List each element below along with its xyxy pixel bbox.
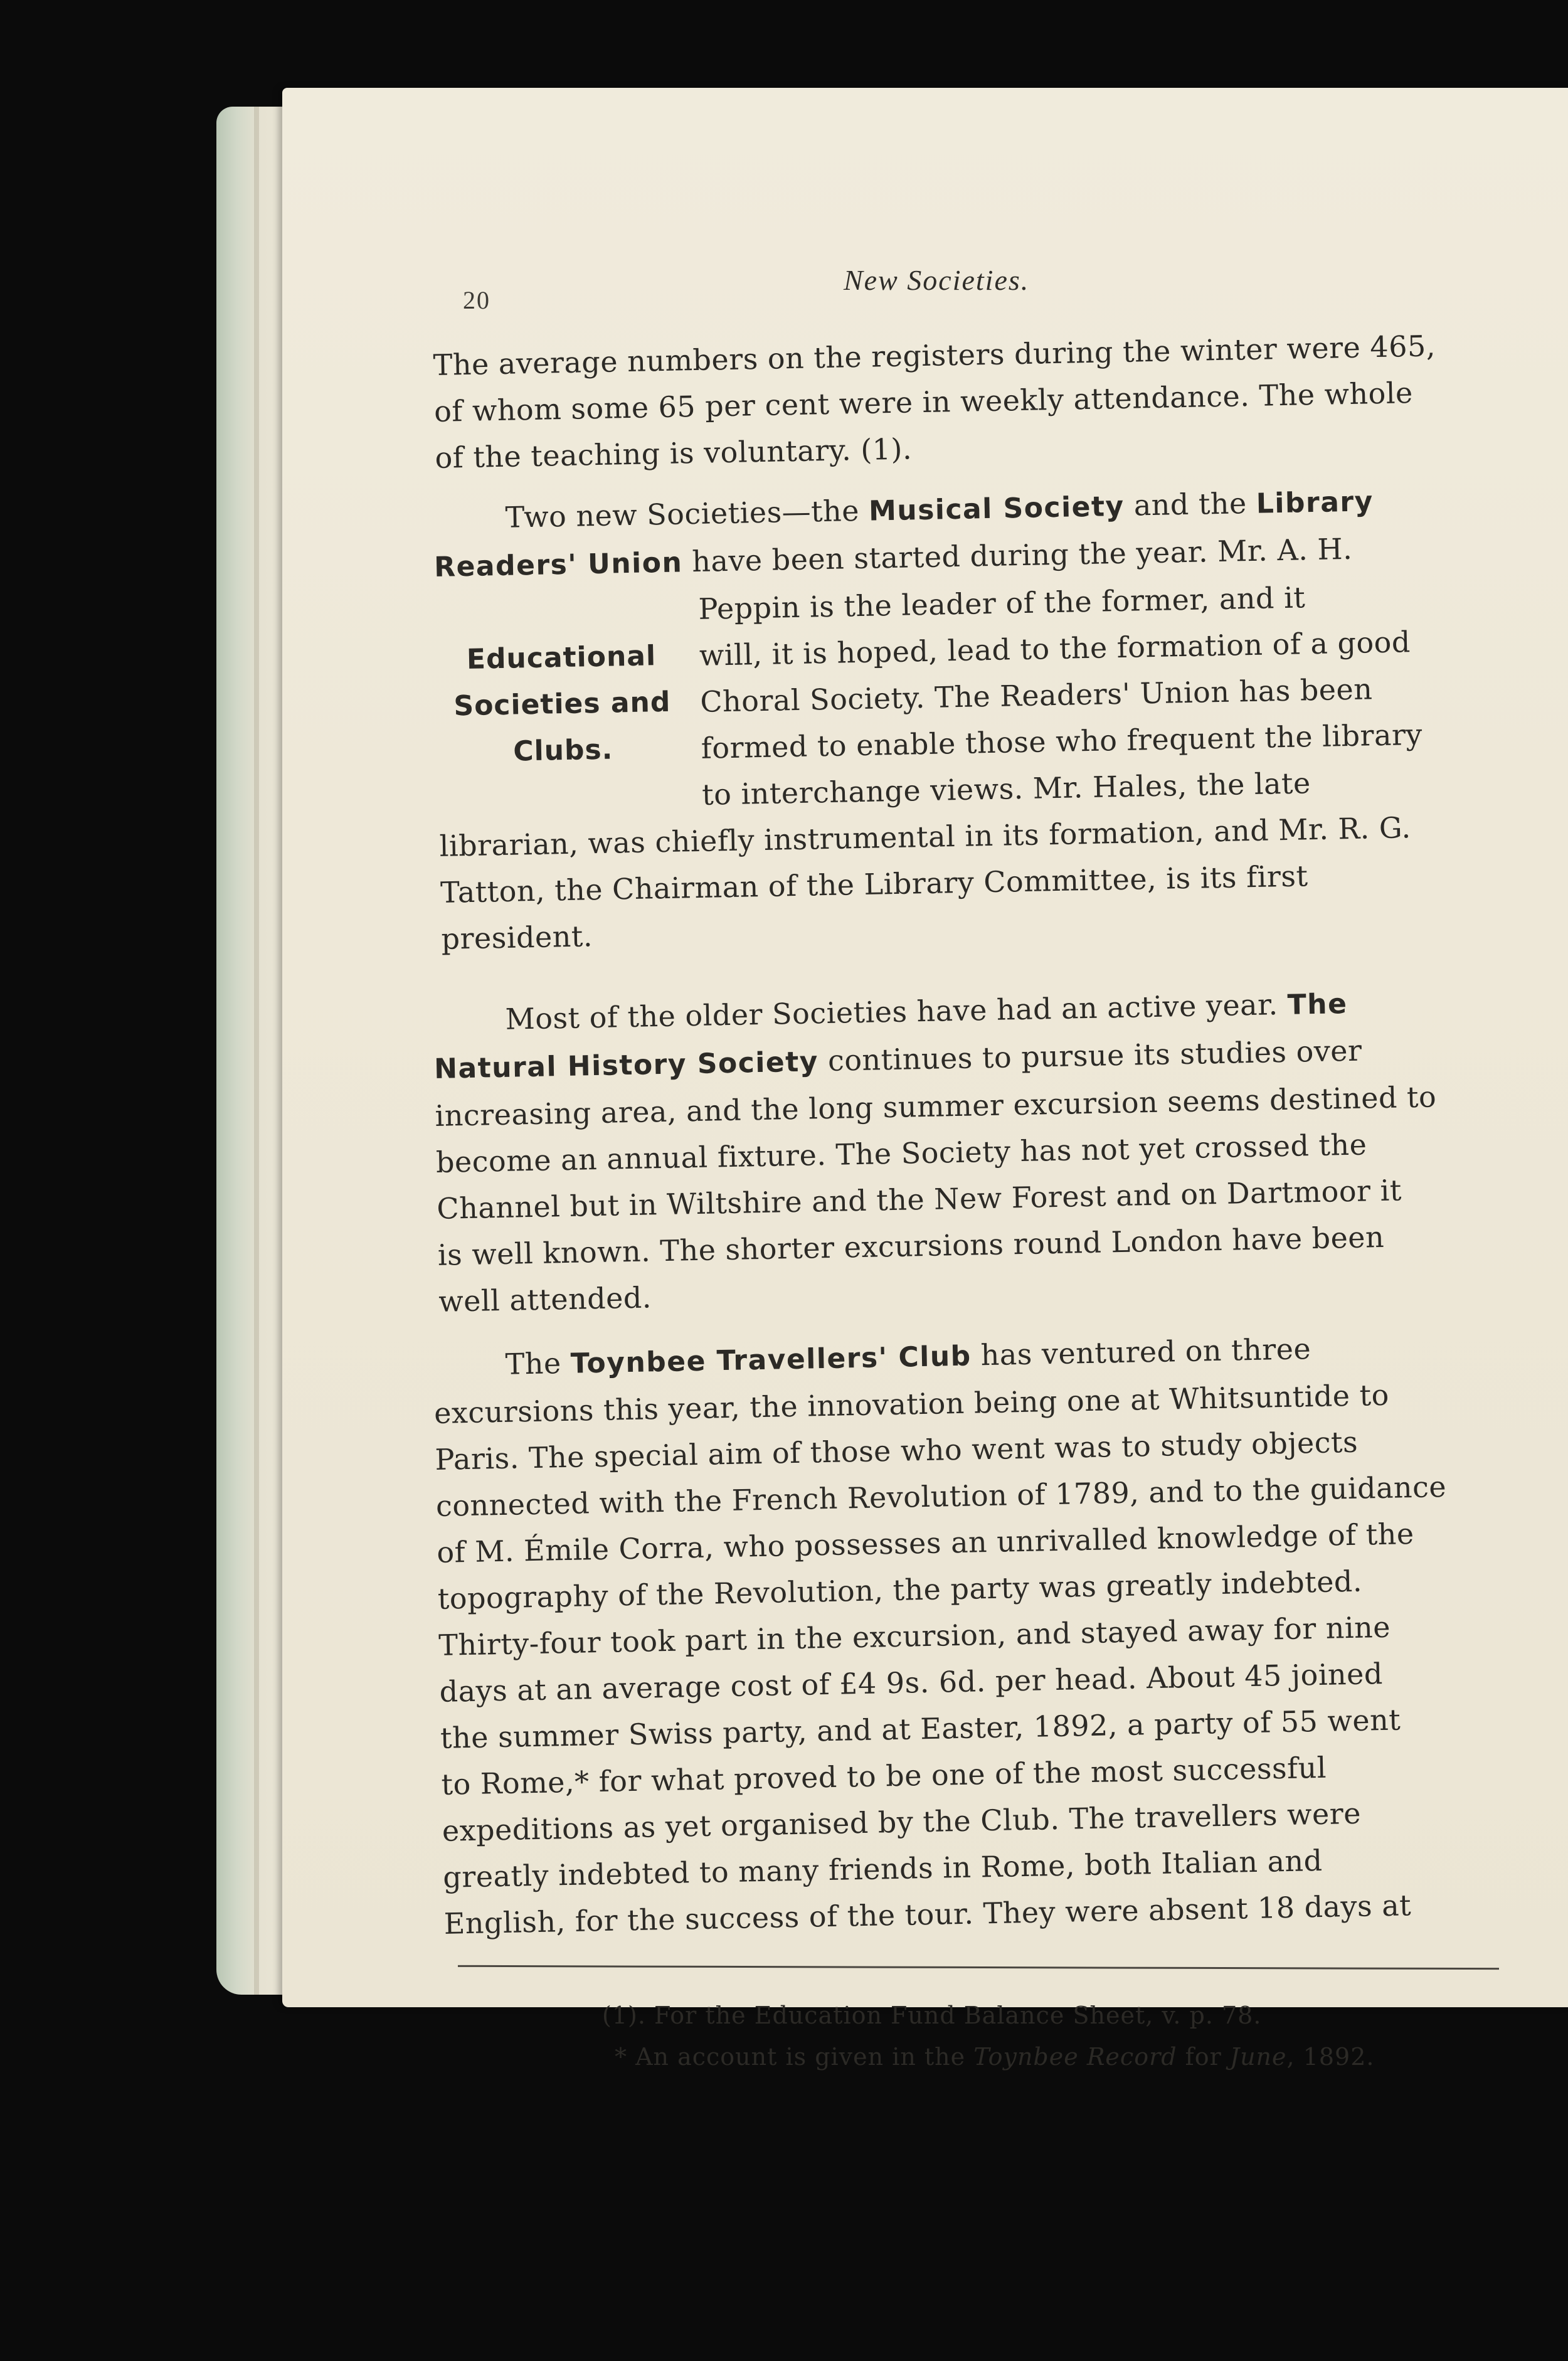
running-head: New Societies.	[844, 264, 1030, 296]
text-line: librarian, was chiefly instrumental in its formation, and Mr. R. G.	[439, 810, 1412, 863]
text-line: Peppin is the leader of the former, and it	[698, 580, 1306, 626]
text-line: expeditions as yet organised by the Club. The travellers were	[442, 1796, 1362, 1848]
bold-term-natural-history-society: Natural History Society	[433, 1046, 819, 1085]
text-line: Choral Society. The Readers' Union has been	[699, 672, 1373, 719]
text-line: formed to enable those who frequent the library	[701, 717, 1423, 765]
text-line: well attended.	[438, 1280, 652, 1318]
paragraph-registers	[433, 322, 1483, 481]
text-run: and the	[1124, 485, 1257, 523]
text-line: become an annual fixture. The Society has not yet crossed the	[435, 1127, 1367, 1179]
text-line: the summer Swiss party, and at Easter, 1892, a party of 55 went	[440, 1702, 1401, 1755]
text-line: will, it is hoped, lead to the formation of a good	[699, 625, 1411, 672]
text-line: connected with the French Revolution of 1789, and to the guidance	[435, 1470, 1447, 1523]
text-run: Two new Societies—the	[505, 493, 869, 534]
bold-term-readers-union: Readers' Union	[433, 546, 683, 583]
footnote-1: (1). For the Education Fund Balance Sheet, v. p. 78.	[602, 2002, 1262, 2029]
sidenote-line: Societies and	[453, 686, 671, 723]
text-line: Channel but in Wiltshire and the New Forest and on Dartmoor it	[436, 1173, 1402, 1226]
text-line: is well known. The shorter excursions round London have been	[437, 1219, 1385, 1272]
sidenote-adjacent-text	[686, 571, 1486, 818]
text-line: president.	[441, 919, 593, 956]
text-run: The	[505, 1345, 571, 1381]
text-line: Tatton, the Chairman of the Library Committee, is its first	[440, 859, 1308, 910]
italic-title-toynbee-record: Toynbee Record	[973, 2043, 1177, 2071]
sidenote-line: Clubs.	[512, 733, 613, 768]
text-run: has ventured on three	[971, 1332, 1311, 1372]
text-line: Thirty-four took part in the excursion, and stayed away for nine	[438, 1610, 1391, 1662]
marginal-sidenote	[435, 586, 689, 777]
text-line: increasing area, and the long summer excursion seems destined to	[435, 1080, 1437, 1133]
paragraph-older-societies	[433, 977, 1486, 1325]
bold-term-toynbee-travellers-club: Toynbee Travellers' Club	[570, 1340, 972, 1380]
text-run: , 1892.	[1286, 2043, 1375, 2071]
text-run: Most of the older Societies have had an active year.	[505, 987, 1288, 1036]
italic-month-june: June	[1229, 2043, 1287, 2071]
text-line: of the teaching is voluntary. (1).	[435, 432, 913, 475]
text-run: * An account is given in the	[615, 2043, 974, 2071]
text-line: English, for the success of the tour. They were absent 18 days at	[443, 1888, 1412, 1941]
sidenote-line: Educational	[466, 640, 657, 676]
page-number: 20	[463, 286, 490, 314]
text-line: of whom some 65 per cent were in weekly attendance. The whole	[433, 376, 1414, 428]
text-line: greatly indebted to many friends in Rome, both Italian and	[442, 1843, 1323, 1894]
text-line: days at an average cost of £4 9s. 6d. per head. About 45 joined	[439, 1657, 1384, 1709]
text-line: topography of the Revolution, the party was greatly indebted.	[437, 1564, 1363, 1616]
text-line: The average numbers on the registers during the winter were 465,	[433, 329, 1436, 382]
paragraph-travellers-club	[433, 1322, 1491, 1947]
bold-term-library: Library	[1256, 485, 1374, 520]
sidenote-block	[435, 571, 1486, 823]
paragraph-new-societies	[433, 475, 1489, 962]
bold-term-the: The	[1287, 988, 1348, 1021]
text-line: to Rome,* for what proved to be one of the most successful	[441, 1750, 1327, 1801]
footnotes	[602, 1995, 1417, 2077]
text-line: Paris. The special aim of those who went was to study objects	[435, 1425, 1359, 1477]
text-line: excursions this year, the innovation being one at Whitsuntide to	[433, 1377, 1390, 1430]
bold-term-musical-society: Musical Society	[868, 490, 1125, 528]
text-line: of M. Émile Corra, who possesses an unrivalled knowledge of the	[436, 1517, 1415, 1569]
text-run: have been started during the year. Mr. A. H.	[682, 531, 1353, 579]
text-run: continues to pursue its studies over	[818, 1033, 1362, 1078]
footnote-2	[602, 2036, 1417, 2077]
text-run: for	[1177, 2043, 1230, 2071]
text-line: to interchange views. Mr. Hales, the late	[701, 766, 1311, 812]
